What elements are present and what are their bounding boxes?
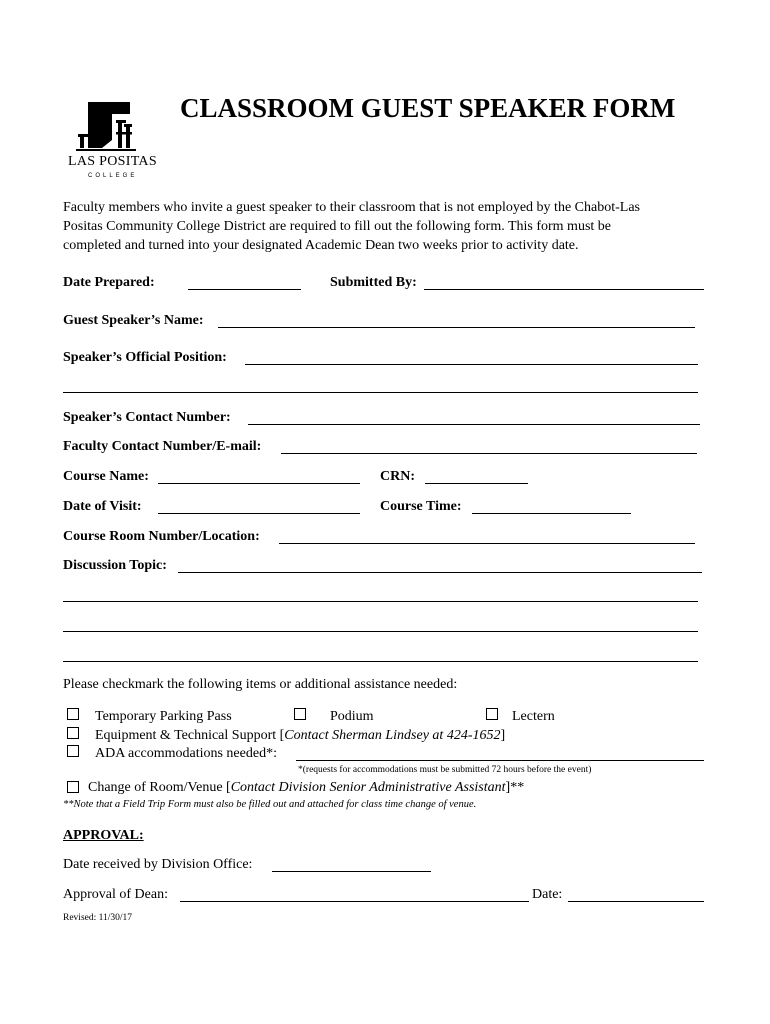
discussion-topic-field[interactable] <box>178 572 702 573</box>
submitted-by-label: Submitted By: <box>330 275 417 290</box>
equipment-checkbox[interactable] <box>67 727 79 739</box>
change-room-close: ]** <box>505 780 525 795</box>
course-name-label: Course Name: <box>63 469 149 484</box>
crn-label: CRN: <box>380 469 415 484</box>
discussion-topic-field-3[interactable] <box>63 631 698 632</box>
parking-checkbox[interactable] <box>67 708 79 720</box>
college-logo <box>66 96 156 186</box>
ada-field[interactable] <box>296 760 704 761</box>
date-received-label: Date received by Division Office: <box>63 857 253 872</box>
podium-label: Podium <box>330 709 374 724</box>
crn-field[interactable] <box>425 483 528 484</box>
faculty-contact-field[interactable] <box>281 453 697 454</box>
room-location-field[interactable] <box>279 543 695 544</box>
official-position-field-2[interactable] <box>63 392 698 393</box>
course-name-field[interactable] <box>158 483 360 484</box>
intro-line-3: completed and turned into your designated Academic Dean two weeks prior to activity date. <box>63 238 579 253</box>
change-room-contact: Contact Division Senior Administrative Assistant <box>230 780 506 795</box>
course-time-label: Course Time: <box>380 499 462 514</box>
lectern-label: Lectern <box>512 709 555 724</box>
approval-dean-field[interactable] <box>180 901 529 902</box>
intro-line-1: Faculty members who invite a guest speaker to their classroom that is not employed by the Chabot-Las <box>63 200 640 215</box>
ada-label: ADA accommodations needed*: <box>95 746 277 761</box>
revised-date: Revised: 11/30/17 <box>63 913 133 923</box>
guest-name-field[interactable] <box>218 327 695 328</box>
equipment-label: Equipment & Technical Support [ <box>95 728 285 743</box>
lectern-checkbox[interactable] <box>486 708 498 720</box>
date-field[interactable] <box>568 901 704 902</box>
field-trip-note: **Note that a Field Trip Form must also be filled out and attached for class time change of venue. <box>63 799 477 810</box>
equipment-contact: Contact Sherman Lindsey at 424-1652 <box>284 728 501 743</box>
logo-name: LAS POSITAS <box>68 154 157 169</box>
form-title: CLASSROOM GUEST SPEAKER FORM <box>180 93 676 123</box>
date-prepared-label: Date Prepared: <box>63 275 155 290</box>
guest-name-label: Guest Speaker’s Name: <box>63 313 204 328</box>
submitted-by-field[interactable] <box>424 289 704 290</box>
official-position-label: Speaker’s Official Position: <box>63 350 227 365</box>
room-location-label: Course Room Number/Location: <box>63 529 260 544</box>
date-of-visit-label: Date of Visit: <box>63 499 142 514</box>
change-room-text <box>88 780 524 796</box>
discussion-topic-field-4[interactable] <box>63 661 698 662</box>
date-received-field[interactable] <box>272 871 431 872</box>
checklist-prompt: Please checkmark the following items or additional assistance needed: <box>63 677 458 692</box>
logo-mark-icon <box>66 96 156 156</box>
ada-checkbox[interactable] <box>67 745 79 757</box>
course-time-field[interactable] <box>472 513 631 514</box>
contact-number-label: Speaker’s Contact Number: <box>63 410 231 425</box>
logo-subtitle: COLLEGE <box>88 173 138 179</box>
approval-heading: APPROVAL: <box>63 828 144 843</box>
intro-line-2: Positas Community College District are required to fill out the following form. This form must be <box>63 219 612 234</box>
equipment-text <box>95 728 505 744</box>
date-of-visit-field[interactable] <box>158 513 360 514</box>
official-position-field[interactable] <box>245 364 698 365</box>
contact-number-field[interactable] <box>248 424 700 425</box>
date-prepared-field[interactable] <box>188 289 301 290</box>
ada-note: *(requests for accommodations must be submitted 72 hours before the event) <box>298 765 592 775</box>
faculty-contact-label: Faculty Contact Number/E-mail: <box>63 439 262 454</box>
approval-dean-label: Approval of Dean: <box>63 887 168 902</box>
podium-checkbox[interactable] <box>294 708 306 720</box>
change-room-checkbox[interactable] <box>67 781 79 793</box>
date-label: Date: <box>532 887 563 902</box>
discussion-topic-label: Discussion Topic: <box>63 558 167 573</box>
change-room-label: Change of Room/Venue [ <box>88 780 231 795</box>
equipment-close: ] <box>500 728 506 743</box>
parking-label: Temporary Parking Pass <box>95 709 232 724</box>
intro-paragraph <box>63 198 640 255</box>
discussion-topic-field-2[interactable] <box>63 601 698 602</box>
